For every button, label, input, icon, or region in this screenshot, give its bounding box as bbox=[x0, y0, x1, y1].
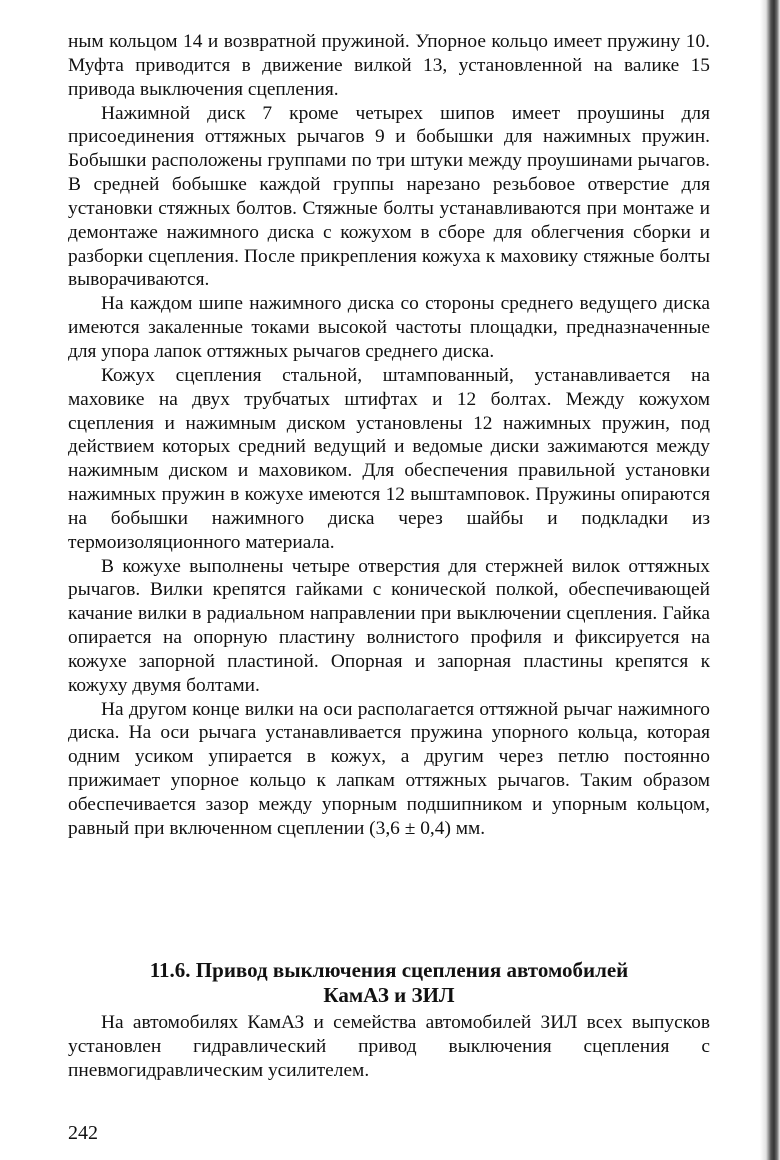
paragraph-6: На другом конце вилки на оси располагается оттяжной рычаг нажимного диска. На оси рычага устанавливается пружина упорного кольца, которая одним усиком упирается в кожух, а другим через петлю постоянно прижимает упорное кольцо к лапкам оттяжных рычагов. Таким образом обеспечивается зазор между упорным подшипником и упорным кольцом, равный при включенном сцеплении (3,6 ± 0,4) мм. bbox=[68, 698, 710, 839]
section-heading-line-2: КамАЗ и ЗИЛ bbox=[323, 983, 455, 1007]
paragraph-5: В кожухе выполнены четыре отверстия для стержней вилок оттяжных рычагов. Вилки крепятся гайками с конической полкой, обеспечивающей качание вилки в радиальном направлении при выключении сцепления. Гайка опирается на опорную пластину волнистого профиля и фиксируется на кожухе запорной пластиной. Опорная и запорная пластины крепятся к кожуху двумя болтами. bbox=[68, 555, 710, 696]
paragraph-2: Нажимной диск 7 кроме четырех шипов имеет проушины для присоединения оттяжных рычагов 9 и бобышки для нажимных пружин. Бобышки расположены группами по три штуки между проушинами рычагов. В средней бобышке каждой группы нарезано резьбовое отверстие для установки стяжных болтов. Стяжные болты устанавливаются при монтаже и демонтаже нажимного диска с кожухом в сборе для облегчения сборки и разборки сцепления. После прикрепления кожуха к маховику стяжные болты выворачиваются. bbox=[68, 102, 710, 291]
paragraph-4: Кожух сцепления стальной, штампованный, устанавливается на маховике на двух трубчатых штифтах и 12 болтах. Между кожухом сцепления и нажимным диском установлены 12 нажимных пружин, под действием которых средний ведущий и ведомые диски зажимаются между нажимным диском и маховиком. Для обеспечения правильной установки нажимных пружин в кожухе имеются 12 выштамповок. Пружины опираются на бобышки нажимного диска через шайбы и подкладки из термоизоляционного материала. bbox=[68, 364, 710, 553]
body-text bbox=[68, 30, 710, 841]
section-heading bbox=[68, 958, 710, 1008]
section-body bbox=[68, 1011, 710, 1083]
section-paragraph: На автомобилях КамАЗ и семейства автомобилей ЗИЛ всех выпусков установлен гидравлический привод выключения сцепления с пневмогидравлическим усилителем. bbox=[68, 1012, 710, 1081]
paragraph-3: На каждом шипе нажимного диска со стороны среднего ведущего диска имеются закаленные токами высокой частоты площадки, предназначенные для упора лапок оттяжных рычагов среднего диска. bbox=[68, 293, 710, 362]
page-edge-shadow bbox=[760, 0, 780, 1160]
paragraph-1: ным кольцом 14 и возвратной пружиной. Упорное кольцо имеет пружину 10. Муфта приводится в движение вилкой 13, установленной на валике 15 привода выключения сцепления. bbox=[68, 31, 710, 100]
page-number: 242 bbox=[68, 1122, 98, 1144]
section-heading-line-1: 11.6. Привод выключения сцепления автомобилей bbox=[149, 958, 629, 982]
